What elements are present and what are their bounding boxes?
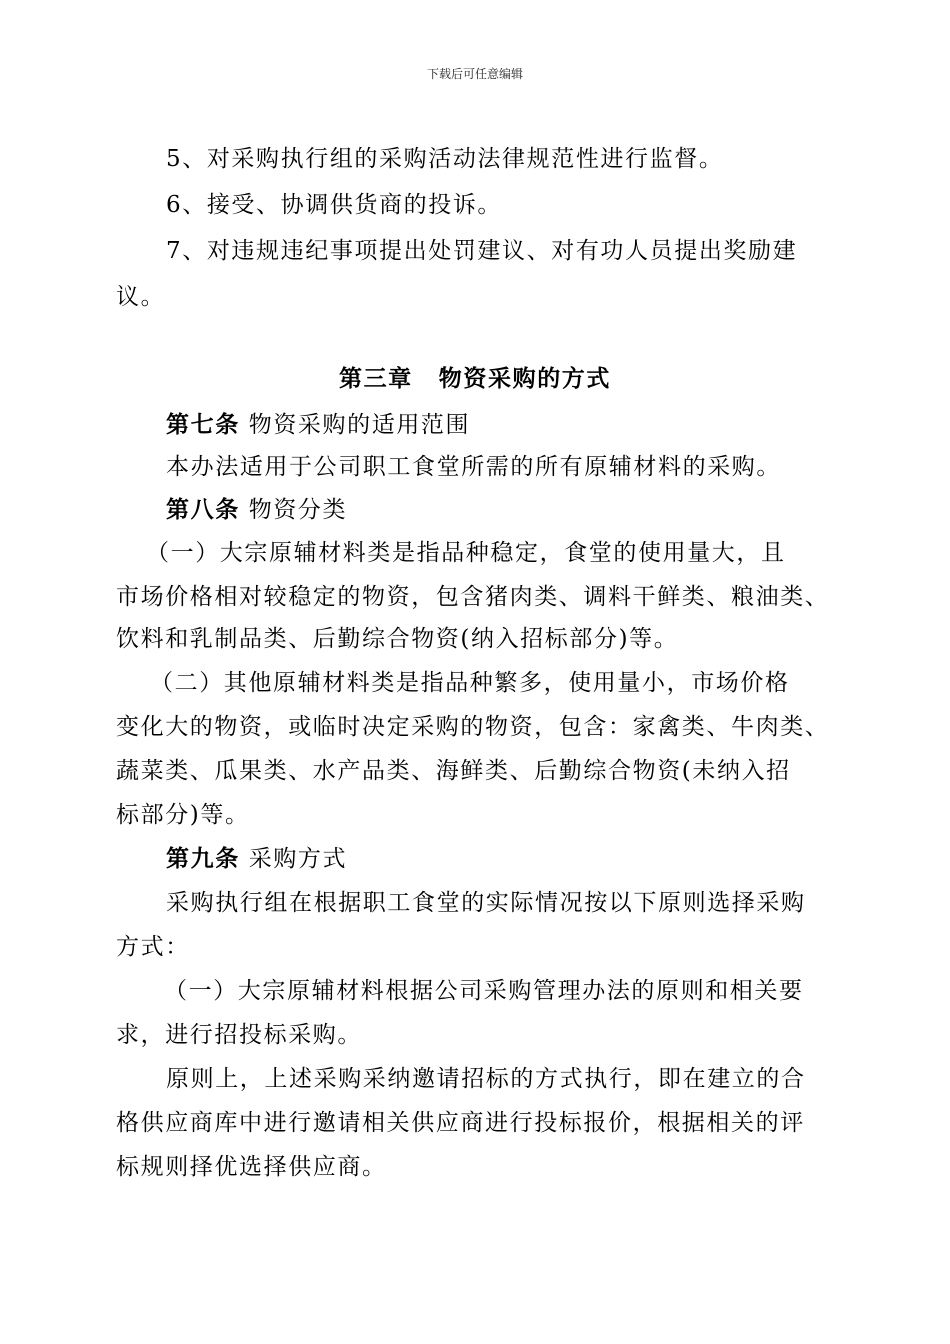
principle-line-2: 格供应商库中进行邀请相关供应商进行投标报价，根据相关的评 [116,1110,805,1136]
method-1-line-1: （一）大宗原辅材料根据公司采购管理办法的原则和相关要 [164,978,804,1004]
list-item-7: 7、对违规违纪事项提出处罚建议、对有功人员提出奖励建 [166,238,798,264]
article-8-heading [166,495,906,525]
article-9-body-line-2: 方式： [116,934,190,960]
chapter-name: 物资采购的方式 [438,365,611,392]
category-2-line-2: 变化大的物资，或临时决定采购的物资，包含：家禽类、牛肉类、 [116,714,830,740]
article-7-number: 第七条 [166,411,240,438]
chapter-title [0,364,950,394]
list-item-7-cont: 议。 [116,284,166,310]
category-2-line-3: 蔬菜类、瓜果类、水产品类、海鲜类、后勤综合物资(未纳入招 [116,758,791,784]
principle-line-1: 原则上，上述采购采纳邀请招标的方式执行，即在建立的合 [166,1066,806,1092]
list-item-5: 5、对采购执行组的采购活动法律规范性进行监督。 [166,146,724,172]
category-1-line-1: （一）大宗原辅材料类是指品种稳定，食堂的使用量大，且 [146,540,786,566]
category-2-line-1: （二）其他原辅材料类是指品种繁多，使用量小，市场价格 [150,670,790,696]
article-7-title: 物资采购的适用范围 [248,412,471,438]
article-9-body-line-1: 采购执行组在根据职工食堂的实际情况按以下原则选择采购 [166,890,806,916]
method-1-line-2: 求，进行招投标采购。 [116,1022,362,1048]
category-1-line-2: 市场价格相对较稳定的物资，包含猪肉类、调料干鲜类、粮油类、 [116,584,830,610]
article-9-title: 采购方式 [248,846,348,872]
article-9-heading [166,844,906,874]
page-header: 下载后可任意编辑 [426,67,523,81]
article-9-number: 第九条 [166,845,240,872]
chapter-number: 第三章 [338,365,413,392]
principle-line-3: 标规则择优选择供应商。 [116,1154,387,1180]
article-7-heading [166,410,906,440]
category-2-line-4: 标部分)等。 [116,802,250,828]
article-7-body: 本办法适用于公司职工食堂所需的所有原辅材料的采购。 [166,454,781,480]
article-8-title: 物资分类 [248,497,348,523]
list-item-6: 6、接受、协调供货商的投诉。 [166,192,503,218]
article-8-number: 第八条 [166,496,240,523]
category-1-line-3: 饮料和乳制品类、后勤综合物资(纳入招标部分)等。 [116,626,679,652]
